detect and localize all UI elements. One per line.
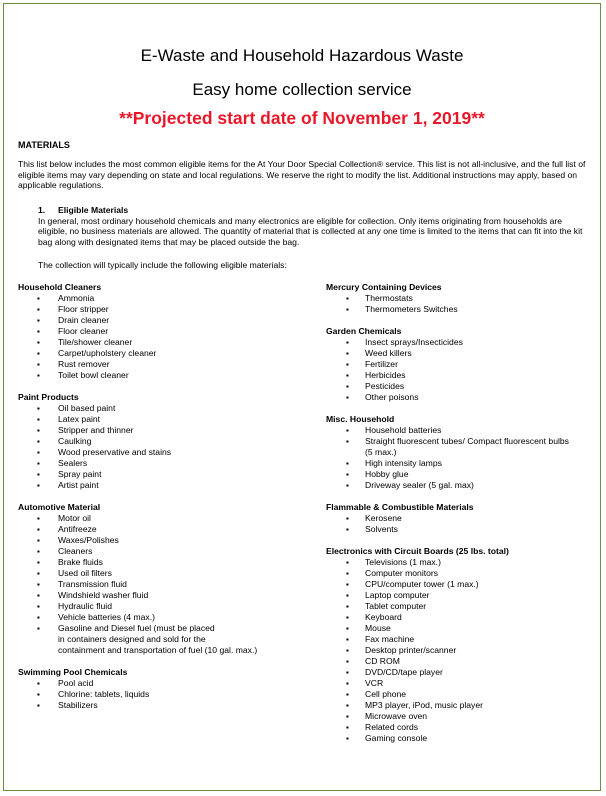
list-item: ▪ Thermostats bbox=[326, 293, 596, 304]
list-item: ▪ Kerosene bbox=[326, 513, 596, 524]
category-item-list bbox=[326, 293, 596, 315]
document-title: E-Waste and Household Hazardous Waste bbox=[140, 46, 464, 65]
list-item: ▪ Latex paint bbox=[18, 414, 308, 425]
list-item: ▪ Wood preservative and stains bbox=[18, 447, 308, 458]
category-title: Automotive Material bbox=[18, 502, 101, 512]
list-item: ▪ Straight fluorescent tubes/ Compact fluorescent bulbs (5 max.) bbox=[326, 436, 596, 458]
list-item: ▪ Floor stripper bbox=[18, 304, 308, 315]
list-item: ▪ Pesticides bbox=[326, 381, 596, 392]
list-item: ▪ Sealers bbox=[18, 458, 308, 469]
projected-start-date: **Projected start date of November 1, 2019** bbox=[119, 108, 485, 128]
list-item: ▪ Driveway sealer (5 gal. max) bbox=[326, 480, 596, 491]
list-item: ▪ Drain cleaner bbox=[18, 315, 308, 326]
section-number: 1. bbox=[38, 205, 46, 215]
list-item: ▪ Gaming console bbox=[326, 733, 596, 744]
category-item-list bbox=[18, 678, 308, 711]
list-item: ▪ Laptop computer bbox=[326, 590, 596, 601]
list-item: ▪ Cleaners bbox=[18, 546, 308, 557]
section-title: Eligible Materials bbox=[58, 205, 129, 215]
list-item: ▪ Mouse bbox=[326, 623, 596, 634]
typical-materials-note: The collection will typically include the following eligible materials: bbox=[38, 260, 287, 270]
list-item: ▪ Fax machine bbox=[326, 634, 596, 645]
list-item: ▪ Microwave oven bbox=[326, 711, 596, 722]
list-item: ▪ Toilet bowl cleaner bbox=[18, 370, 308, 381]
left-category-column bbox=[18, 282, 308, 711]
list-item: ▪ Used oil filters bbox=[18, 568, 308, 579]
list-item: ▪ Insect sprays/Insecticides bbox=[326, 337, 596, 348]
category-item-list bbox=[326, 337, 596, 403]
list-item: ▪ Carpet/upholstery cleaner bbox=[18, 348, 308, 359]
category-block bbox=[326, 546, 596, 744]
category-item-list bbox=[326, 557, 596, 744]
category-block bbox=[326, 414, 596, 491]
category-title: Paint Products bbox=[18, 392, 79, 402]
category-title: Misc. Household bbox=[326, 414, 395, 424]
list-item: ▪ CD ROM bbox=[326, 656, 596, 667]
category-block bbox=[326, 282, 596, 315]
list-item: ▪ VCR bbox=[326, 678, 596, 689]
list-item: ▪ Chlorine: tablets, liquids bbox=[18, 689, 308, 700]
list-item: ▪ Oil based paint bbox=[18, 403, 308, 414]
list-item: ▪ Keyboard bbox=[326, 612, 596, 623]
list-item: ▪ Fertilizer bbox=[326, 359, 596, 370]
category-title: Electronics with Circuit Boards (25 lbs. total) bbox=[326, 546, 509, 556]
list-item: ▪ Floor cleaner bbox=[18, 326, 308, 337]
list-item: ▪ Weed killers bbox=[326, 348, 596, 359]
eligible-materials-section bbox=[38, 205, 590, 247]
list-item: ▪ Televisions (1 max.) bbox=[326, 557, 596, 568]
list-item: ▪ Pool acid bbox=[18, 678, 308, 689]
category-item-list bbox=[18, 513, 308, 656]
materials-intro: This list below includes the most common eligible items for the At Your Door Special Collection® service. This list is not all-inclusive, and the full list of eligible items may vary depending on state and local regulations. We reserve the right to modify the list. Additional instructions may apply, based on applicable regulations. bbox=[18, 159, 586, 191]
document-subtitle: Easy home collection service bbox=[192, 80, 412, 99]
category-spacer bbox=[18, 381, 308, 392]
category-block bbox=[18, 392, 308, 491]
list-item: ▪ DVD/CD/tape player bbox=[326, 667, 596, 678]
section-text: In general, most ordinary household chemicals and many electronics are eligible for collection. Only items originating from households are eligible, no business materials are allowed. The quantity of material that is collected at any one time is limited to the items that can fit into the kit bag along with designated items that may be placed outside the bag. bbox=[38, 215, 583, 247]
category-item-list bbox=[18, 403, 308, 491]
list-item: ▪ CPU/computer tower (1 max.) bbox=[326, 579, 596, 590]
list-item: ▪ Tablet computer bbox=[326, 601, 596, 612]
category-spacer bbox=[326, 535, 596, 546]
list-item: ▪ Brake fluids bbox=[18, 557, 308, 568]
list-item: ▪ Vehicle batteries (4 max.) bbox=[18, 612, 308, 623]
list-item: ▪ Herbicides bbox=[326, 370, 596, 381]
list-item: ▪ Stripper and thinner bbox=[18, 425, 308, 436]
list-item: ▪ Hobby glue bbox=[326, 469, 596, 480]
list-item: ▪ Gasoline and Diesel fuel (must be placed in containers designed and sold for the containment and transportation of fuel (10 gal. max.) bbox=[18, 623, 308, 656]
list-item: ▪ Cell phone bbox=[326, 689, 596, 700]
list-item: ▪ Transmission fluid bbox=[18, 579, 308, 590]
category-title: Swimming Pool Chemicals bbox=[18, 667, 128, 677]
category-block bbox=[18, 667, 308, 711]
list-item: ▪ Rust remover bbox=[18, 359, 308, 370]
category-spacer bbox=[326, 315, 596, 326]
category-block bbox=[326, 502, 596, 535]
list-item: ▪ Waxes/Polishes bbox=[18, 535, 308, 546]
list-item: ▪ Stabilizers bbox=[18, 700, 308, 711]
list-item: ▪ Related cords bbox=[326, 722, 596, 733]
list-item: ▪ Tile/shower cleaner bbox=[18, 337, 308, 348]
list-item: ▪ MP3 player, iPod, music player bbox=[326, 700, 596, 711]
category-spacer bbox=[18, 656, 308, 667]
category-block bbox=[326, 326, 596, 403]
category-item-list bbox=[326, 425, 596, 491]
list-item: ▪ Motor oil bbox=[18, 513, 308, 524]
document-page bbox=[3, 3, 601, 791]
category-spacer bbox=[18, 491, 308, 502]
category-spacer bbox=[326, 491, 596, 502]
category-title: Garden Chemicals bbox=[326, 326, 402, 336]
materials-heading: MATERIALS bbox=[18, 140, 70, 150]
list-item: ▪ Other poisons bbox=[326, 392, 596, 403]
category-spacer bbox=[326, 403, 596, 414]
list-item: ▪ Spray paint bbox=[18, 469, 308, 480]
list-item: ▪ Desktop printer/scanner bbox=[326, 645, 596, 656]
list-item: ▪ Solvents bbox=[326, 524, 596, 535]
list-item: ▪ Windshield washer fluid bbox=[18, 590, 308, 601]
category-block bbox=[18, 502, 308, 656]
list-item: ▪ Hydraulic fluid bbox=[18, 601, 308, 612]
list-item: ▪ Artist paint bbox=[18, 480, 308, 491]
list-item: ▪ Ammonia bbox=[18, 293, 308, 304]
list-item: ▪ High intensity lamps bbox=[326, 458, 596, 469]
category-title: Household Cleaners bbox=[18, 282, 102, 292]
category-block bbox=[18, 282, 308, 381]
category-item-list bbox=[18, 293, 308, 381]
category-title: Mercury Containing Devices bbox=[326, 282, 442, 292]
list-item: ▪ Thermometers Switches bbox=[326, 304, 596, 315]
category-title: Flammable & Combustible Materials bbox=[326, 502, 474, 512]
list-item: ▪ Computer monitors bbox=[326, 568, 596, 579]
right-category-column bbox=[326, 282, 596, 744]
list-item: ▪ Caulking bbox=[18, 436, 308, 447]
list-item: ▪ Antifreeze bbox=[18, 524, 308, 535]
list-item: ▪ Household batteries bbox=[326, 425, 596, 436]
category-item-list bbox=[326, 513, 596, 535]
